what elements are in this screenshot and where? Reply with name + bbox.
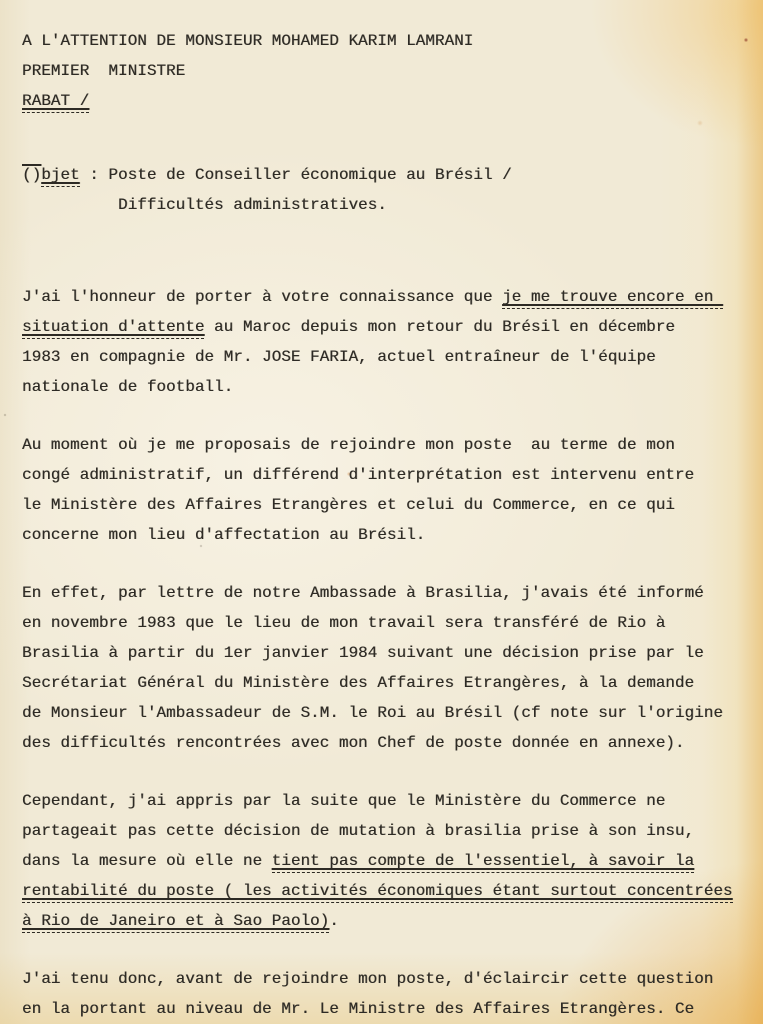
- text-line: [22, 668, 751, 698]
- letter-content: [22, 26, 751, 1024]
- text-line: [22, 430, 751, 460]
- underlined-text: à Rio de Janeiro et à Sao Paolo): [22, 912, 329, 933]
- text-line: [22, 460, 751, 490]
- city-line: [22, 86, 751, 116]
- text-line: [22, 578, 751, 608]
- text-segment: de Monsieur l'Ambassadeur de S.M. le Roi au Brésil (cf note sur l'origine: [22, 704, 723, 722]
- subject-block: [22, 160, 751, 220]
- subject-text-line-2: Difficultés administratives.: [118, 196, 387, 214]
- letter-body: [22, 282, 751, 1024]
- text-segment: le Ministère des Affaires Etrangères et celui du Commerce, en ce qui: [22, 496, 675, 514]
- text-segment: 1983 en compagnie de Mr. JOSE FARIA, actuel entraîneur de l'équipe: [22, 348, 656, 366]
- text-segment: en la portant au niveau de Mr. Le Ministre des Affaires Etrangères. Ce: [22, 1000, 695, 1018]
- text-segment: concerne mon lieu d'affectation au Brésil.: [22, 526, 426, 544]
- text-line: [22, 728, 751, 758]
- underlined-text: situation d'attente: [22, 318, 204, 339]
- text-segment: J'ai tenu donc, avant de rejoindre mon poste, d'éclaircir cette question: [22, 970, 714, 988]
- text-segment: congé administratif, un différend d'interprétation est intervenu entre: [22, 466, 695, 484]
- text-segment: Secrétariat Général du Ministère des Affaires Etrangères, à la demande: [22, 674, 695, 692]
- text-line: [22, 312, 751, 342]
- subject-line-2: [22, 190, 751, 220]
- underlined-text: tient pas compte de l'essentiel, à savoir la: [272, 852, 694, 873]
- text-line: [22, 490, 751, 520]
- text-segment: Au moment où je me proposais de rejoindre mon poste au terme de mon: [22, 436, 675, 454]
- text-line: [22, 876, 751, 906]
- text-segment: dans la mesure où elle ne: [22, 852, 272, 870]
- text-line: [22, 342, 751, 372]
- attention-line: [22, 26, 751, 56]
- text-line: [22, 638, 751, 668]
- underlined-text: je me trouve encore en: [502, 288, 723, 309]
- text-segment: .: [329, 912, 339, 930]
- text-segment: En effet, par lettre de notre Ambassade à Brasilia, j'avais été informé: [22, 584, 704, 602]
- text-segment: nationale de football.: [22, 378, 234, 396]
- text-segment: au Maroc depuis mon retour du Brésil en décembre: [204, 318, 675, 336]
- text-line: [22, 906, 751, 936]
- text-line: [22, 994, 751, 1024]
- text-line: [22, 846, 751, 876]
- text-segment: partageait pas cette décision de mutation à brasilia prise à son insu,: [22, 822, 695, 840]
- subject-label: bjet: [41, 166, 79, 187]
- paragraph: [22, 430, 751, 550]
- premier-ministre-line: [22, 56, 751, 86]
- text-segment: Brasilia à partir du 1er janvier 1984 suivant une décision prise par le: [22, 644, 704, 662]
- premier-ministre-text: PREMIER MINISTRE: [22, 62, 186, 80]
- city-underlined-text: RABAT /: [22, 92, 89, 113]
- subject-o-glyph: (): [22, 166, 42, 184]
- text-segment: en novembre 1983 que le lieu de mon travail sera transféré de Rio à: [22, 614, 666, 632]
- subject-separator: :: [79, 166, 109, 184]
- paragraph: [22, 282, 751, 402]
- letter-header: [22, 26, 751, 116]
- paragraph: [22, 786, 751, 936]
- paragraph: [22, 578, 751, 758]
- subject-text-line-1: Poste de Conseiller économique au Brésil /: [108, 166, 512, 184]
- text-line: [22, 282, 751, 312]
- text-line: [22, 608, 751, 638]
- text-line: [22, 786, 751, 816]
- text-line: [22, 964, 751, 994]
- text-line: [22, 372, 751, 402]
- text-line: [22, 816, 751, 846]
- paragraph: [22, 964, 751, 1024]
- text-line: [22, 520, 751, 550]
- text-line: [22, 698, 751, 728]
- text-segment: J'ai l'honneur de porter à votre connaissance que: [22, 288, 503, 306]
- attention-text: A L'ATTENTION DE MONSIEUR MOHAMED KARIM LAMRANI: [22, 32, 474, 50]
- text-segment: des difficultés rencontrées avec mon Chef de poste donnée en annexe).: [22, 734, 685, 752]
- subject-line-1: [22, 160, 751, 190]
- underlined-text: rentabilité du poste ( les activités économiques étant surtout concentrées: [22, 882, 733, 903]
- text-segment: Cependant, j'ai appris par la suite que le Ministère du Commerce ne: [22, 792, 666, 810]
